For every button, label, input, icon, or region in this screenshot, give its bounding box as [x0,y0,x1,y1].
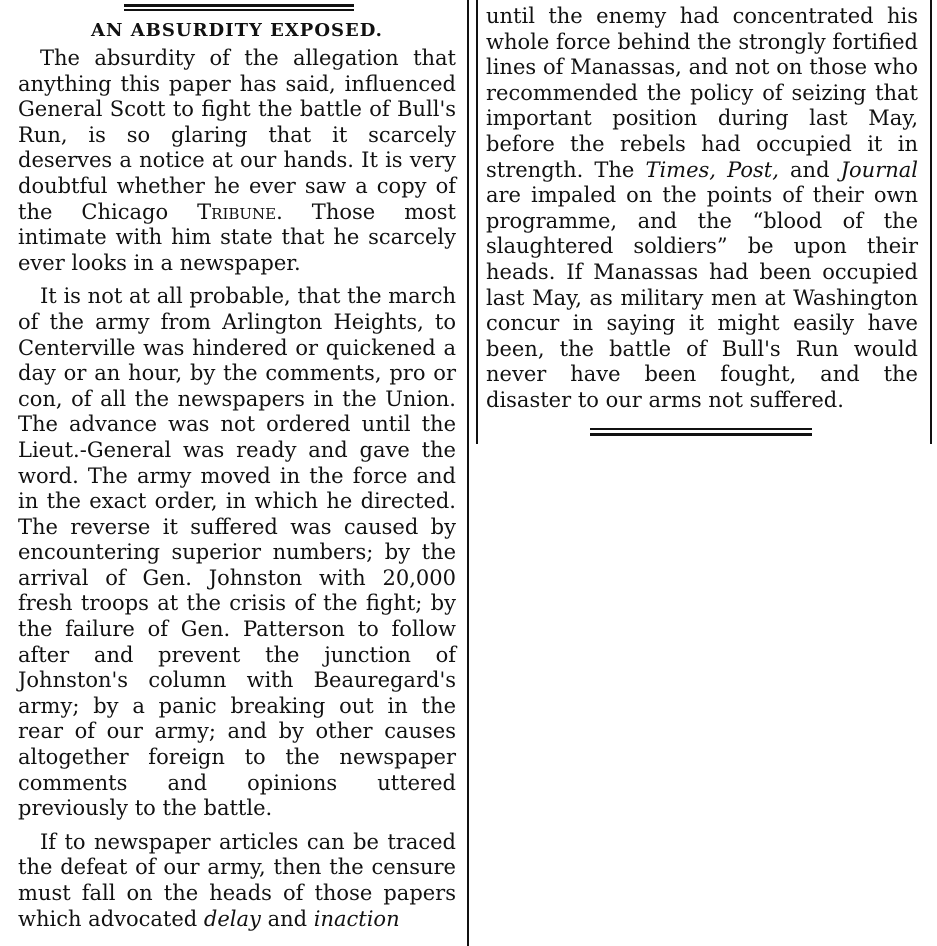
article-headline: AN ABSURDITY EXPOSED. [91,20,383,41]
end-rule [590,428,812,436]
headline-rule [124,4,354,11]
delay-word: delay [203,906,261,931]
tribune-name: Tribune. [197,199,283,224]
right-column-text [486,4,918,414]
paragraph-2: It is not at all probable, that the march of the army from Arlington Heights, to Centerville was hindered or quickened a day or an hour, by the comments, pro or con, of all the newspapers in the Union. The advance was not ordered until the Lieut.-General was ready and gave the word. The army moved in the force and in the exact order, in which he directed. The reverse it suffered was caused by encountering superior numbers; by the arrival of Gen. Johnston with 20,000 fresh troops at the crisis of the fight; by the failure of Gen. Patterson to follow after and prevent the junction of Johnston's column with Beauregard's army; by a panic breaking out in the rear of our army; and by other causes altogether foreign to the newspaper comments and opinions uttered previously to the battle. [18,284,456,821]
column-divider [467,0,469,946]
column-divider-right [930,0,932,444]
times-name: Times, [645,157,716,182]
column-divider-inner [476,0,478,444]
right-column [486,0,918,440]
paragraph-3: If to newspaper articles can be traced the defeat of our army, then the censure must fall on the heads of those papers which advocated delay and inaction [18,829,456,931]
paragraph-1: The absurdity of the allegation that anything this paper has said, influenced General Scott to fight the battle of Bull's Run, is so glaring that it scarcely deserves a notice at our hands. It is very doubtful whether he ever saw a copy of the Chicago Tribune. Those most intimate with him state that he scarcely ever looks in a newspaper. [18,46,456,275]
paragraph-continued: until the enemy had concentrated his whole force behind the strongly fortified lines of Manassas, and not on those who recommended the policy of seizing that important position during last May, before the rebels had occupied it in strength. The Times, Post, and Journal are impaled on the points of their own programme, and the “blood of the slaughtered soldiers” be upon their heads. If Manassas had been occupied last May, as military men at Washington concur in saying it might easily have been, the battle of Bull's Run would never have been fought, and the disaster to our arms not suffered. [486,4,918,412]
journal-name: Journal [840,157,918,182]
inaction-word: inaction [313,906,400,931]
left-column [18,0,456,946]
post-name: Post, [727,157,779,182]
left-column-text [18,46,456,932]
